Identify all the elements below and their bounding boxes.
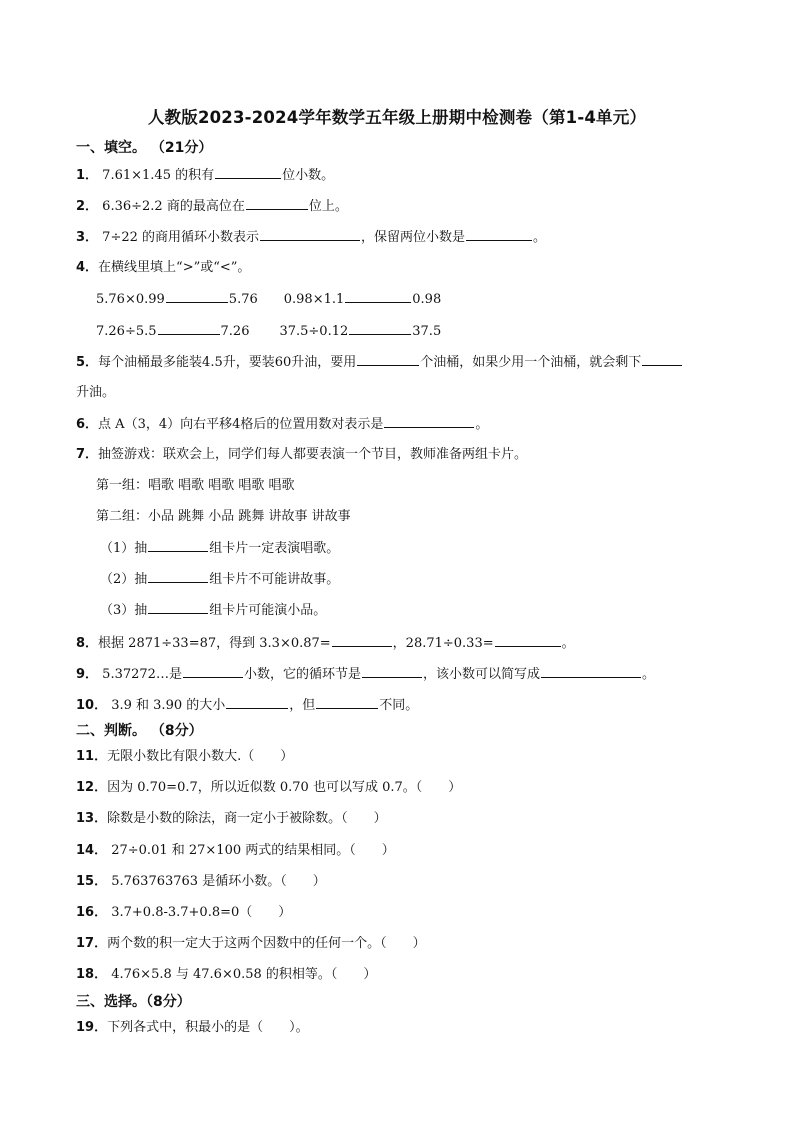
question-4: 4．在横线里填上“>”或“<”。 [76, 260, 251, 275]
question-11: 11．无限小数比有限小数大.（ ） [76, 749, 294, 764]
section-fill-heading: 一、填空。 （21分） [76, 140, 213, 156]
question-10: 10． 3.9 和 3.90 的大小 ，但 不同。 [76, 698, 419, 713]
answer-blank[interactable] [332, 634, 392, 647]
answer-blank[interactable] [357, 353, 419, 366]
question-5-continued: 升油。 [76, 385, 116, 400]
question-12: 12．因为 0.70=0.7，所以近似数 0.70 也可以写成 0.7。（ ） [76, 780, 462, 795]
question-4-row-2: 7.26÷5.5 7.26 37.5÷0.12 37.5 [96, 324, 442, 339]
answer-blank[interactable] [316, 696, 378, 709]
answer-blank[interactable] [541, 665, 641, 678]
answer-blank[interactable] [215, 166, 281, 179]
answer-blank[interactable] [384, 415, 474, 428]
question-3: 3． 7÷22 的商用循环小数表示 ，保留两位小数是 。 [76, 230, 547, 245]
answer-blank[interactable] [158, 322, 220, 335]
answer-blank[interactable] [183, 665, 243, 678]
question-13: 13．除数是小数的除法，商一定小于被除数。（ ） [76, 811, 387, 826]
question-7: 7．抽签游戏：联欢会上，同学们每人都要表演一个节目，教师准备两组卡片。 [76, 447, 528, 462]
question-6: 6．点 A（3，4）向右平移4格后的位置用数对表示是 。 [76, 417, 489, 432]
question-18: 18． 4.76×5.8 与 47.6×0.58 的积相等。（ ） [76, 967, 377, 982]
answer-blank[interactable] [246, 197, 308, 210]
answer-blank[interactable] [495, 634, 561, 647]
question-7-sub-2: （2）抽 组卡片不可能讲故事。 [100, 572, 340, 587]
answer-blank[interactable] [642, 353, 682, 366]
answer-blank[interactable] [226, 696, 288, 709]
question-7-group-1: 第一组：唱歌 唱歌 唱歌 唱歌 唱歌 [96, 478, 295, 493]
question-7-sub-1: （1）抽 组卡片一定表演唱歌。 [100, 541, 340, 556]
question-2: 2． 6.36÷2.2 商的最高位在 位上。 [76, 199, 348, 214]
question-14: 14． 27÷0.01 和 27×100 两式的结果相同。（ ） [76, 843, 395, 858]
answer-blank[interactable] [345, 290, 411, 303]
answer-blank[interactable] [148, 570, 208, 583]
answer-blank[interactable] [148, 539, 208, 552]
answer-blank[interactable] [362, 665, 422, 678]
question-8: 8．根据 2871÷33=87，得到 3.3×0.87= ，28.71÷0.33= 。 [76, 636, 575, 651]
question-4-row-1: 5.76×0.99 5.76 0.98×1.1 0.98 [96, 292, 442, 307]
question-19: 19．下列各式中，积最小的是（ ）。 [76, 1020, 309, 1035]
question-7-sub-3: （3）抽 组卡片可能演小品。 [100, 603, 327, 618]
question-16: 16． 3.7+0.8-3.7+0.8=0（ ） [76, 905, 292, 920]
page-title: 人教版2023-2024学年数学五年级上册期中检测卷（第1-4单元） [147, 108, 647, 127]
question-5: 5．每个油桶最多能装4.5升，要装60升油，要用 个油桶，如果少用一个油桶，就会剩下 [76, 353, 683, 372]
answer-blank[interactable] [260, 228, 360, 241]
section-judge-heading: 二、判断。 （8分） [76, 723, 203, 739]
question-1: 1． 7.61×1.45 的积有 位小数。 [76, 168, 335, 183]
answer-blank[interactable] [166, 290, 228, 303]
answer-blank[interactable] [148, 601, 208, 614]
answer-blank[interactable] [466, 228, 532, 241]
section-choice-heading: 三、选择。（8分） [76, 994, 191, 1010]
question-7-group-2: 第二组：小品 跳舞 小品 跳舞 讲故事 讲故事 [96, 509, 351, 524]
question-15: 15． 5.763763763 是循环小数。（ ） [76, 874, 326, 889]
question-17: 17．两个数的积一定大于这两个因数中的任何一个。（ ） [76, 936, 426, 951]
answer-blank[interactable] [349, 322, 411, 335]
question-9: 9． 5.37272…是 小数，它的循环节是 ，该小数可以简写成 。 [76, 667, 655, 682]
